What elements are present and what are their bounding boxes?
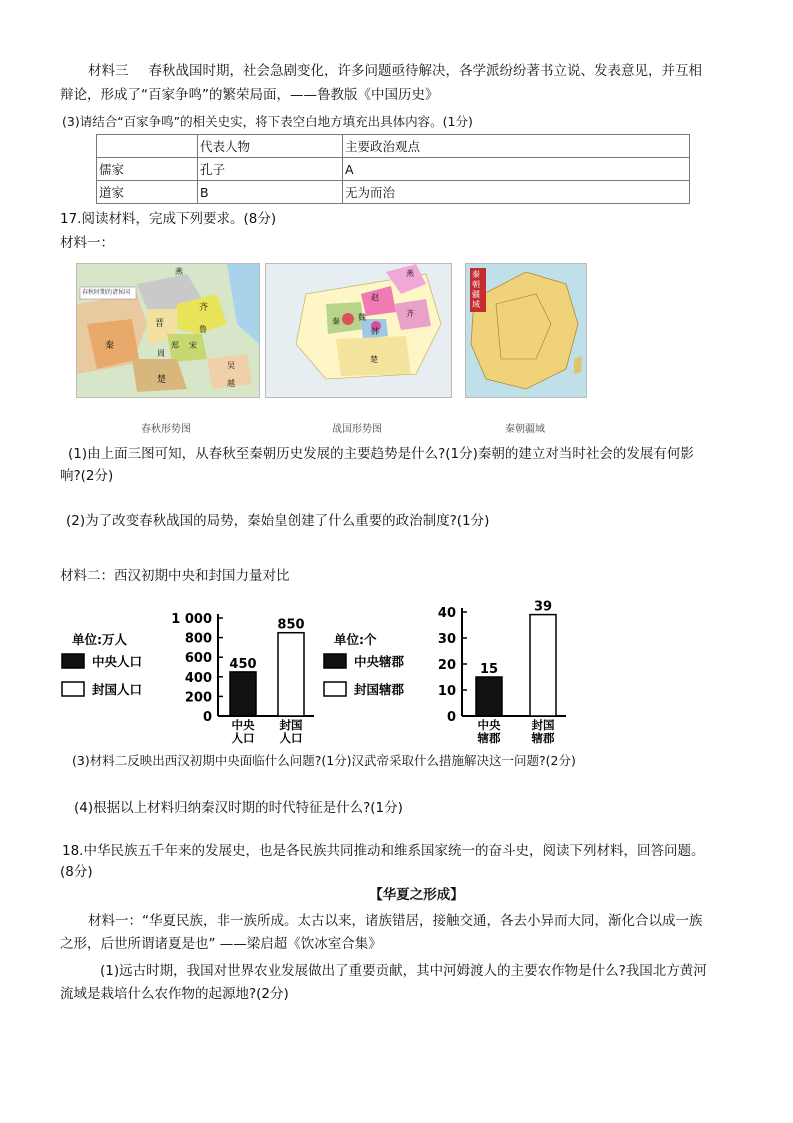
map-label: 周	[157, 349, 165, 358]
legend-label: 封国人口	[92, 682, 143, 697]
map-label: 鲁	[199, 325, 207, 334]
question-18-title: 18.中华民族五千年来的发展史，也是各民族共同推动和维系国家统一的奋斗史，阅读下列材料，回答问题。	[62, 843, 705, 859]
question-3: (3)请结合“百家争鸣”的相关史实，将下表空白地方填充出具体内容。(1分)	[62, 114, 473, 129]
question-17-1-line1: (1)由上面三图可知，从春秋至秦朝历史发展的主要趋势是什么?(1分)秦朝的建立对当时社会的发展有何影	[68, 446, 694, 462]
q18-material1-line2: 之形，后世所谓诸夏是也” ——梁启超《饮冰室合集》	[60, 936, 382, 952]
y-tick-label: 200	[184, 690, 212, 706]
y-tick-label: 0	[446, 710, 456, 725]
map-label: 宋	[189, 341, 197, 350]
x-tick-label: 辖郡	[531, 731, 555, 745]
question-18-1-line1: (1)远古时期，我国对世界农业发展做出了重要贡献，其中河姆渡人的主要农作物是什么?我国北方黄河	[100, 963, 707, 979]
map-label: 越	[227, 379, 235, 388]
x-tick-label: 中央	[477, 718, 501, 732]
question-17-3: (3)材料二反映出西汉初期中央面临什么问题?(1分)汉武帝采取什么措施解决这一问题?(2分)	[72, 753, 576, 768]
table-cell: 道家	[97, 181, 198, 204]
x-tick-label: 人口	[279, 731, 303, 745]
map-label: 韩	[371, 327, 379, 336]
commandery-chart	[324, 600, 566, 745]
question-18-points: (8分)	[60, 864, 93, 880]
bar-封国辖郡	[530, 615, 556, 716]
y-tick-label: 800	[184, 631, 212, 647]
bar-中央辖郡	[476, 677, 502, 716]
question-17-1-line2: 响?(2分)	[60, 468, 114, 484]
unit-label: 单位:个	[334, 632, 377, 647]
legend-label: 中央人口	[92, 654, 143, 669]
map-label: 秦	[105, 341, 115, 351]
table-cell: 孔子	[198, 158, 343, 181]
bar-value-label: 39	[533, 599, 553, 615]
population-chart	[62, 612, 314, 745]
map-label: 齐	[406, 309, 414, 318]
x-tick-label: 人口	[231, 731, 255, 745]
map-label: 楚	[157, 375, 167, 385]
legend-swatch	[62, 654, 84, 668]
map-label: 齐	[199, 303, 209, 313]
map-label: 楚	[370, 355, 378, 364]
table-cell: 儒家	[97, 158, 198, 181]
table-header-cell: 代表人物	[198, 135, 343, 158]
y-tick-label: 30	[437, 632, 456, 647]
table-cell: 无为而治	[343, 181, 690, 204]
legend-label: 中央辖郡	[354, 654, 405, 669]
map-label: 燕	[406, 269, 414, 278]
table-header-cell	[97, 135, 198, 158]
table-header-row	[97, 135, 690, 158]
western-han-charts	[60, 596, 580, 746]
question-17-title: 17.阅读材料，完成下列要求。(8分)	[60, 211, 277, 227]
map-label: 魏	[358, 313, 366, 322]
table-cell: A	[343, 158, 690, 181]
material2-label: 材料二：西汉初期中央和封国力量对比	[60, 568, 290, 584]
x-tick-label: 辖郡	[477, 731, 501, 745]
table-header-cell: 主要政治观点	[343, 135, 690, 158]
bar-value-label: 850	[277, 617, 305, 633]
map-label: 晋	[155, 319, 165, 329]
warring-states-map-image	[266, 264, 451, 397]
map-caption: 秦朝疆域	[505, 424, 545, 435]
map-label: 赵	[371, 293, 379, 302]
table-row	[97, 158, 690, 181]
map-caption: 春秋形势图	[141, 424, 191, 435]
y-tick-label: 0	[202, 710, 212, 725]
bar-value-label: 15	[479, 662, 499, 677]
y-tick-label: 1 000	[171, 612, 212, 627]
y-tick-label: 10	[437, 684, 456, 699]
y-tick-label: 40	[437, 606, 456, 621]
section-heading: 【华夏之形成】	[369, 887, 464, 903]
material3-label: 材料三	[88, 63, 129, 79]
map-label: 秦	[332, 317, 340, 326]
map-inset-label: 春秋时期的诸侯国	[82, 289, 131, 296]
y-tick-label: 600	[184, 651, 212, 667]
y-tick-label: 400	[184, 670, 212, 686]
material1-label: 材料一：	[60, 235, 114, 251]
map-caption: 战国形势图	[332, 424, 382, 435]
map-inset-label: 秦朝疆域	[472, 270, 480, 309]
x-tick-label: 中央	[231, 718, 255, 732]
material3-line2: 辩论，形成了“百家争鸣”的繁荣局面，——鲁教版《中国历史》	[60, 87, 439, 103]
unit-label: 单位:万人	[72, 632, 127, 647]
qin-territory-map-image	[466, 264, 586, 397]
spring-autumn-map	[76, 263, 260, 398]
qin-territory-map	[465, 263, 587, 398]
legend-label: 封国辖郡	[354, 682, 405, 697]
schools-table	[96, 134, 690, 204]
question-17-2: (2)为了改变春秋战国的局势，秦始皇创建了什么重要的政治制度?(1分)	[66, 513, 490, 529]
table-row	[97, 181, 690, 204]
legend-swatch	[324, 654, 346, 668]
x-tick-label: 封国	[531, 718, 555, 732]
bar-中央人口	[230, 672, 256, 716]
material3-line1: 材料三 春秋战国时期，社会急剧变化，许多问题亟待解决，各学派纷纷著书立说、发表意见，并互相	[88, 63, 702, 79]
question-17-4: (4)根据以上材料归纳秦汉时期的时代特征是什么?(1分)	[74, 800, 403, 816]
bar-封国人口	[278, 633, 304, 716]
y-tick-label: 20	[437, 658, 456, 673]
table-cell: B	[198, 181, 343, 204]
map-label: 郑	[171, 341, 179, 350]
question-18-1-line2: 流域是栽培什么农作物的起源地?(2分)	[60, 986, 289, 1002]
map-label: 吴	[227, 361, 235, 370]
legend-swatch	[62, 682, 84, 696]
map-label: 燕	[175, 267, 183, 276]
q18-material1-line1: 材料一：“华夏民族，非一族所成。太古以来，诸族错居，接触交通，各去小异而大同，渐化合以成一族	[88, 913, 703, 929]
x-tick-label: 封国	[279, 718, 303, 732]
bar-value-label: 450	[229, 656, 257, 672]
legend-swatch	[324, 682, 346, 696]
warring-states-map	[265, 263, 452, 398]
